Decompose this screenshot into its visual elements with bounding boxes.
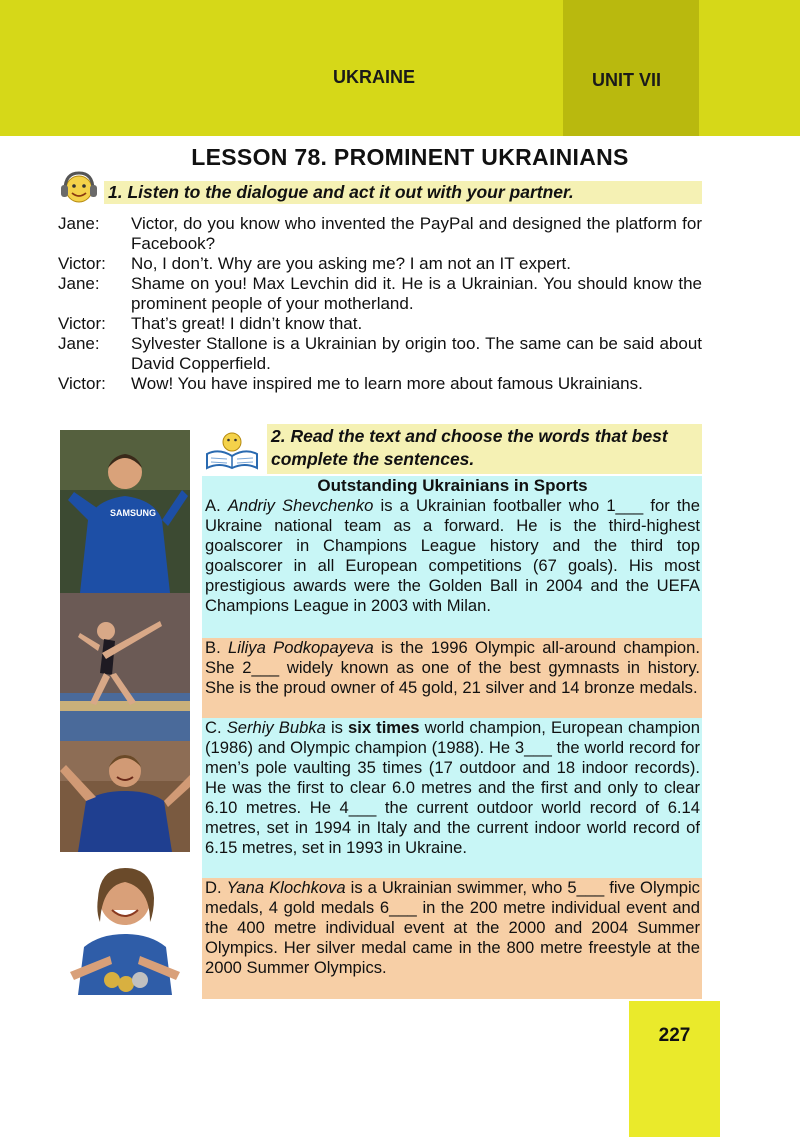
paragraph-text: is a Ukrainian footballer who 1___ for the Ukraine national team as a forward. He is the third-highest goalscorer in Champions League history and the third top goalscorer in all European competitions (67 goals). His most prestigious awards were the Golden Ball in 2004 and the UEFA Champions League in 2003 with Milan. — [205, 496, 700, 615]
speaker: Victor: — [58, 374, 106, 393]
line-text: Shame on you! Max Levchin did it. He is a Ukrainian. You should know the prominent people of your motherland. — [131, 274, 702, 313]
speaker: Victor: — [58, 314, 106, 333]
paragraph-a — [202, 476, 702, 638]
person-name: Yana Klochkova — [226, 878, 346, 897]
task1-instruction: 1. Listen to the dialogue and act it out with your partner. — [104, 181, 702, 204]
person-name: Serhiy Bubka — [226, 718, 326, 737]
dialogue-line — [58, 254, 702, 274]
photo-column — [60, 430, 190, 995]
page-number: 227 — [658, 1025, 691, 1046]
dialogue-line — [58, 274, 702, 314]
swimmer-photo — [60, 852, 190, 995]
lesson-title: LESSON 78. PROMINENT UKRAINIANS — [191, 144, 629, 170]
gymnast-photo — [60, 593, 190, 741]
dialogue-line — [58, 314, 702, 334]
dialogue-line — [58, 214, 702, 254]
dialogue-line — [58, 374, 702, 394]
footballer-photo — [60, 430, 190, 593]
person-name: Andriy Shevchenko — [227, 496, 374, 515]
task2-instruction: 2. Read the text and choose the words that best complete the sentences. — [267, 424, 702, 474]
emphasis: six times — [348, 718, 420, 737]
person-name: Liliya Podkopayeva — [228, 638, 374, 657]
paragraph-b — [202, 638, 702, 718]
paragraph-letter: D. — [205, 878, 227, 897]
line-text: Victor, do you know who invented the PayPal and designed the platform for Facebook? — [131, 214, 702, 253]
line-text: Sylvester Stallone is a Ukrainian by origin too. The same can be said about David Copperfield. — [131, 334, 702, 373]
open-book-smiley-icon — [203, 428, 261, 470]
dialogue — [58, 214, 702, 394]
jersey-logo: SAMSUNG — [110, 508, 157, 518]
section-title: UKRAINE — [333, 67, 416, 87]
paragraph-letter: C. — [205, 718, 227, 737]
speaker: Jane: — [58, 274, 100, 293]
unit-label: UNIT VII — [592, 70, 662, 90]
line-text: No, I don’t. Why are you asking me? I am not an IT expert. — [131, 254, 572, 273]
dialogue-line — [58, 334, 702, 374]
unit-box — [563, 0, 699, 136]
paragraph-letter: A. — [205, 496, 228, 515]
line-text: That’s great! I didn’t know that. — [131, 314, 363, 333]
speaker: Jane: — [58, 334, 100, 353]
paragraph-text: is — [325, 718, 349, 737]
page-number-box — [629, 1001, 720, 1137]
speaker: Jane: — [58, 214, 100, 233]
line-text: Wow! You have inspired me to learn more about famous Ukrainians. — [131, 374, 643, 393]
paragraph-letter: B. — [205, 638, 229, 657]
paragraph-text: is a Ukrainian swimmer, who 5___ five Olympic medals, 4 gold medals 6___ in the 200 metre individual event and the 400 metre individual event at the 2000 and 2004 Summer Olympics. Her silver medal came in the 800 metre freestyle at the 2000 Summer Olympics. — [205, 878, 700, 977]
paragraph-d — [202, 878, 702, 999]
pole-vaulter-photo — [60, 741, 190, 852]
paragraph-text: world champion, European champion (1986) and Olympic champion (1988). He 3___ the world record for men’s pole vaulting 35 times (17 outdoor and 18 indoor records). He was the first to clear 6.0 metres and the first and only to clear 6.10 metres. He 4___ the current outdoor world record of 6.14 metres, set in 1994 in Italy and the current indoor world record of 6.15 metres, set in 1993 in Ukraine. — [205, 718, 700, 857]
speaker: Victor: — [58, 254, 106, 273]
paragraph-text: is the 1996 Olympic all-around champion. She 2___ widely known as one of the best gymnasts in history. She is the proud owner of 45 gold, 21 silver and 14 bronze medals. — [205, 638, 700, 697]
headphones-smiley-icon — [58, 168, 100, 208]
reading-title: Outstanding Ukrainians in Sports — [317, 476, 588, 495]
paragraph-c — [202, 718, 702, 878]
